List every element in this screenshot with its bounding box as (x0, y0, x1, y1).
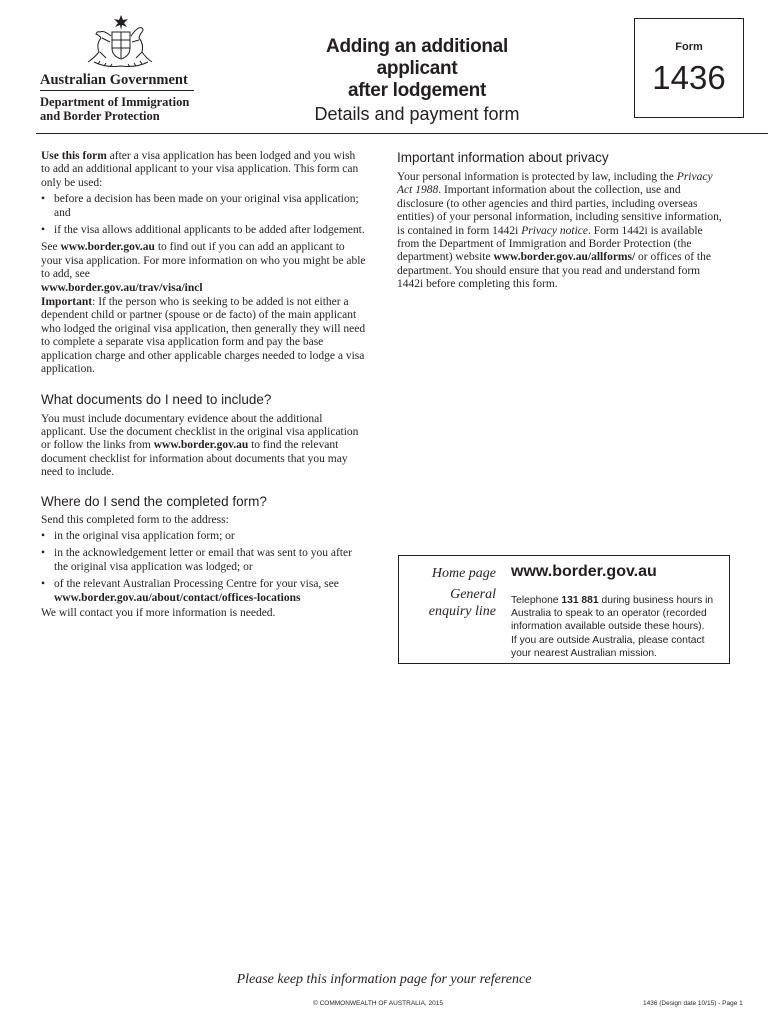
telephone-prefix: Telephone (511, 595, 562, 606)
see-text: to find out if you can add an applicant to your visa application. For more information on who you might be able to add, see (41, 241, 366, 281)
form-number-box (634, 18, 744, 118)
outside-australia-text: If you are outside Australia, please contact your nearest Australian mission. (511, 634, 705, 659)
list-item-text: of the relevant Australian Processing Centre for your visa, see (54, 578, 339, 591)
right-column (397, 150, 727, 292)
privacy-text-3: . Form 1442i is available from the Department of Immigration and Border Protection (the department) website (397, 224, 703, 264)
form-number: 1436 (652, 59, 726, 96)
allforms-link[interactable]: www.border.gov.au/allforms/ (493, 251, 636, 264)
enquiry-label (429, 586, 496, 620)
top-divider (36, 133, 768, 134)
documents-heading: What documents do I need to include? (41, 391, 272, 407)
home-page-label: Home page (431, 566, 496, 581)
important-text: : If the person who is seeking to be added is not either a dependent child or partner (spouse or de facto) of the main applicant who lodged the original visa application, then generally they will need to complete a separate visa application form and pay the base application charge and other applicable charges needed to lodge a visa application. (41, 296, 366, 376)
telephone-number: 131 881 (561, 595, 599, 606)
intro-paragraph (41, 150, 367, 190)
list-item: • in the original visa application form; or (41, 529, 235, 542)
header-divider (40, 90, 194, 91)
visa-incl-link[interactable]: www.border.gov.au/trav/visa/incl (41, 281, 203, 294)
list-item-text: in the original visa application form; or (54, 529, 235, 542)
list-item-text: before a decision has been made on your original visa application; and (54, 193, 359, 219)
documents-text-1: You must include documentary evidence about the additional applicant. Use the document checklist in the original visa application or follow the links from (41, 412, 359, 452)
design-date: 1436 (Design date 10/15) - Page 1 (643, 1000, 743, 1007)
department-line-1: Department of Immigration (40, 95, 190, 109)
enquiry-label-1: General (450, 587, 496, 602)
coat-of-arms-logo (82, 14, 160, 70)
privacy-notice: Privacy notice (521, 224, 588, 237)
privacy-act: Privacy Act 1988 (397, 171, 713, 197)
documents-text-2: to find the relevant document checklist for information about documents that you may need to include. (41, 439, 348, 479)
see-paragraph (41, 241, 367, 295)
government-name: Australian Government (40, 72, 188, 88)
form-title (300, 36, 534, 125)
usage-list (41, 193, 367, 237)
privacy-heading: Important information about privacy (397, 150, 609, 165)
privacy-text-1: Your personal information is protected by law, including the (397, 171, 677, 183)
home-page-link[interactable]: www.border.gov.au (511, 563, 657, 580)
telephone-info (511, 594, 719, 660)
department-name (40, 95, 189, 123)
list-item: • before a decision has been made on your original visa application; and (41, 193, 359, 219)
enquiry-label-2: enquiry line (428, 604, 496, 619)
send-intro: Send this completed form to the address: (41, 513, 229, 526)
intro-bold: Use this form (41, 150, 107, 162)
list-item-text: in the acknowledgement letter or email that was sent to you after the original visa application was lodged; or (54, 547, 352, 573)
see-prefix: See (41, 241, 61, 254)
form-subtitle: Details and payment form (314, 104, 520, 124)
copyright: © COMMONWEALTH OF AUSTRALIA, 2015 (313, 1000, 443, 1007)
list-item: • if the visa allows additional applicants to be added after lodgement. (41, 224, 365, 237)
department-line-2: and Border Protection (40, 109, 160, 123)
title-line-1: Adding an additional applicant (326, 36, 508, 79)
documents-link[interactable]: www.border.gov.au (153, 439, 249, 452)
list-item-text: if the visa allows additional applicants to be added after lodgement. (54, 224, 365, 237)
offices-link-line (41, 592, 367, 605)
offices-link[interactable]: www.border.gov.au/about/contact/offices-locations (54, 591, 301, 604)
privacy-paragraph (397, 171, 727, 292)
send-list (41, 530, 367, 592)
left-column (41, 150, 367, 620)
title-line-2: after lodgement (347, 80, 487, 101)
privacy-text-4: or offices of the department. You should ensure that you read and understand form 1442i before completing this form. (397, 251, 711, 291)
form-label: Form (675, 41, 703, 53)
list-item: • of the relevant Australian Processing Centre for your visa, see (41, 578, 339, 591)
list-item: • in the acknowledgement letter or email that was sent to you after the original visa application was lodged; or (41, 547, 352, 573)
important-paragraph (41, 296, 367, 376)
border-link[interactable]: www.border.gov.au (60, 241, 155, 254)
contact-note: We will contact you if more information is needed. (41, 606, 276, 619)
documents-paragraph (41, 413, 367, 480)
telephone-text: during business hours in Australia to speak to an operator (recorded information available outside these hours). (511, 595, 714, 633)
privacy-text-2: . Important information about the collection, use and disclosure (to other agencies and third parties, including overseas entities) of your personal information, including sensitive information, is contained in form 1442i (397, 184, 722, 237)
contact-box (398, 555, 730, 664)
send-heading: Where do I send the completed form? (41, 493, 267, 509)
important-label: Important (41, 296, 93, 309)
intro-text: after a visa application has been lodged and you wish to add an additional applicant to your visa application. This form can only be used: (41, 150, 359, 189)
keep-reference-note: Please keep this information page for your reference (236, 972, 532, 987)
